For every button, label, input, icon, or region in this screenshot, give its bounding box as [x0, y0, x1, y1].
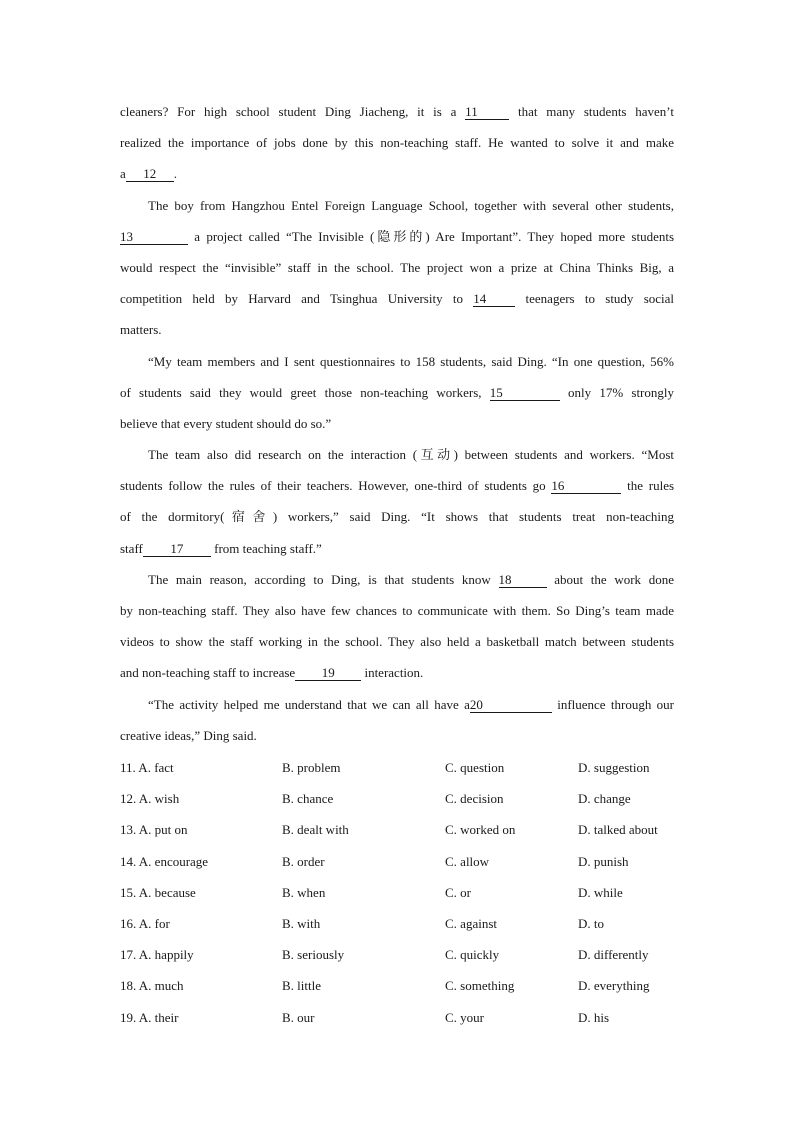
- blank-13: 13: [120, 230, 188, 245]
- option-c: C. worked on: [445, 822, 516, 838]
- option-a: 18. A. much: [120, 978, 184, 994]
- passage-line: would respect the “invisible” staff in the school. The project won a prize at China Thinks Big, a: [120, 259, 674, 275]
- option-row-18: [120, 970, 680, 1001]
- option-a: 12. A. wish: [120, 791, 180, 807]
- option-b: B. when: [282, 884, 326, 900]
- option-row-17: [120, 939, 680, 970]
- passage: [120, 96, 674, 751]
- option-a: 19. A. their: [120, 1009, 179, 1025]
- option-c: C. against: [445, 915, 497, 931]
- option-row-11: [120, 752, 680, 783]
- blank-18: 18: [499, 573, 547, 588]
- passage-line: believe that every student should do so.”: [120, 415, 332, 431]
- option-c: C. something: [445, 978, 515, 994]
- option-d: D. change: [578, 791, 631, 807]
- option-c: C. allow: [445, 853, 490, 869]
- passage-line: students follow the rules of their teachers. However, one-third of students go 16 the rules: [120, 478, 675, 494]
- option-d: D. talked about: [578, 822, 658, 838]
- blank-19: 19: [295, 666, 361, 681]
- blank-17: 17: [143, 542, 211, 557]
- option-d: D. everything: [578, 978, 650, 994]
- option-a: 16. A. for: [120, 915, 170, 931]
- option-b: B. dealt with: [282, 822, 349, 838]
- option-a: 14. A. encourage: [120, 853, 209, 869]
- option-row-19: [120, 1002, 680, 1033]
- option-a: 13. A. put on: [120, 822, 188, 838]
- option-b: B. order: [282, 853, 325, 869]
- passage-line: competition held by Harvard and Tsinghua University to 14 teenagers to study social: [120, 291, 675, 307]
- blank-16: 16: [551, 479, 621, 494]
- option-d: D. his: [578, 1009, 610, 1025]
- option-row-15: [120, 877, 680, 908]
- option-b: B. problem: [282, 760, 341, 775]
- option-c: C. quickly: [445, 947, 500, 963]
- option-c: C. or: [445, 884, 471, 900]
- passage-line: The main reason, according to Ding, is that students know 18 about the work done: [148, 571, 674, 587]
- passage-line: creative ideas,” Ding said.: [120, 727, 257, 743]
- option-row-14: [120, 846, 680, 877]
- option-b: B. with: [282, 915, 321, 931]
- option-b: B. our: [282, 1009, 315, 1025]
- blank-11: 11: [465, 105, 509, 120]
- option-a: 17. A. happily: [120, 947, 194, 963]
- option-c: C. question: [445, 760, 505, 775]
- passage-line: The team also did research on the interaction (互动) between students and workers. “Most: [148, 447, 674, 463]
- passage-line: of the dormitory(宿舍) workers,” said Ding. “It shows that students treat non-teaching: [120, 509, 674, 525]
- option-d: D. suggestion: [578, 760, 650, 775]
- passage-line: of students said they would greet those non-teaching workers, 15 only 17% strongly: [120, 384, 674, 400]
- passage-line: 13 a project called “The Invisible (隐形的) Are Important”. They hoped more students: [120, 228, 675, 244]
- blank-14: 14: [473, 292, 515, 307]
- passage-line: and non-teaching staff to increase 19 interaction.: [120, 665, 424, 681]
- option-row-16: [120, 908, 680, 939]
- option-d: D. to: [578, 915, 604, 931]
- option-a: 15. A. because: [120, 884, 196, 900]
- passage-line: The boy from Hangzhou Entel Foreign Language School, together with several other students,: [148, 197, 674, 213]
- passage-line: “My team members and I sent questionnaires to 158 students, said Ding. “In one question, 56%: [148, 353, 674, 369]
- option-row-13: [120, 814, 680, 845]
- option-a: 11. A. fact: [120, 760, 174, 775]
- option-b: B. chance: [282, 791, 334, 807]
- passage-line: videos to show the staff working in the school. They also held a basketball match between students: [120, 634, 674, 650]
- blank-15: 15: [490, 386, 560, 401]
- passage-line: a 12 .: [120, 166, 178, 182]
- option-b: B. little: [282, 978, 321, 994]
- option-d: D. punish: [578, 853, 629, 869]
- option-c: C. decision: [445, 791, 504, 807]
- answer-options: [120, 752, 680, 1033]
- blank-20: 20: [470, 698, 552, 713]
- passage-line: “The activity helped me understand that we can all have a20 influence through our: [148, 696, 674, 712]
- option-d: D. while: [578, 884, 623, 900]
- option-c: C. your: [445, 1009, 484, 1025]
- passage-line: staff 17 from teaching staff.”: [120, 540, 322, 556]
- passage-line: cleaners? For high school student Ding Jiacheng, it is a 11 that many students haven’t: [120, 104, 675, 119]
- passage-line: matters.: [120, 322, 162, 338]
- option-b: B. seriously: [282, 947, 345, 963]
- passage-line: by non-teaching staff. They also have few chances to communicate with them. So Ding’s team made: [120, 603, 674, 618]
- passage-line: realized the importance of jobs done by this non-teaching staff. He wanted to solve it and make: [120, 135, 674, 151]
- option-row-12: [120, 783, 680, 814]
- option-d: D. differently: [578, 947, 649, 963]
- blank-12: 12: [126, 167, 174, 182]
